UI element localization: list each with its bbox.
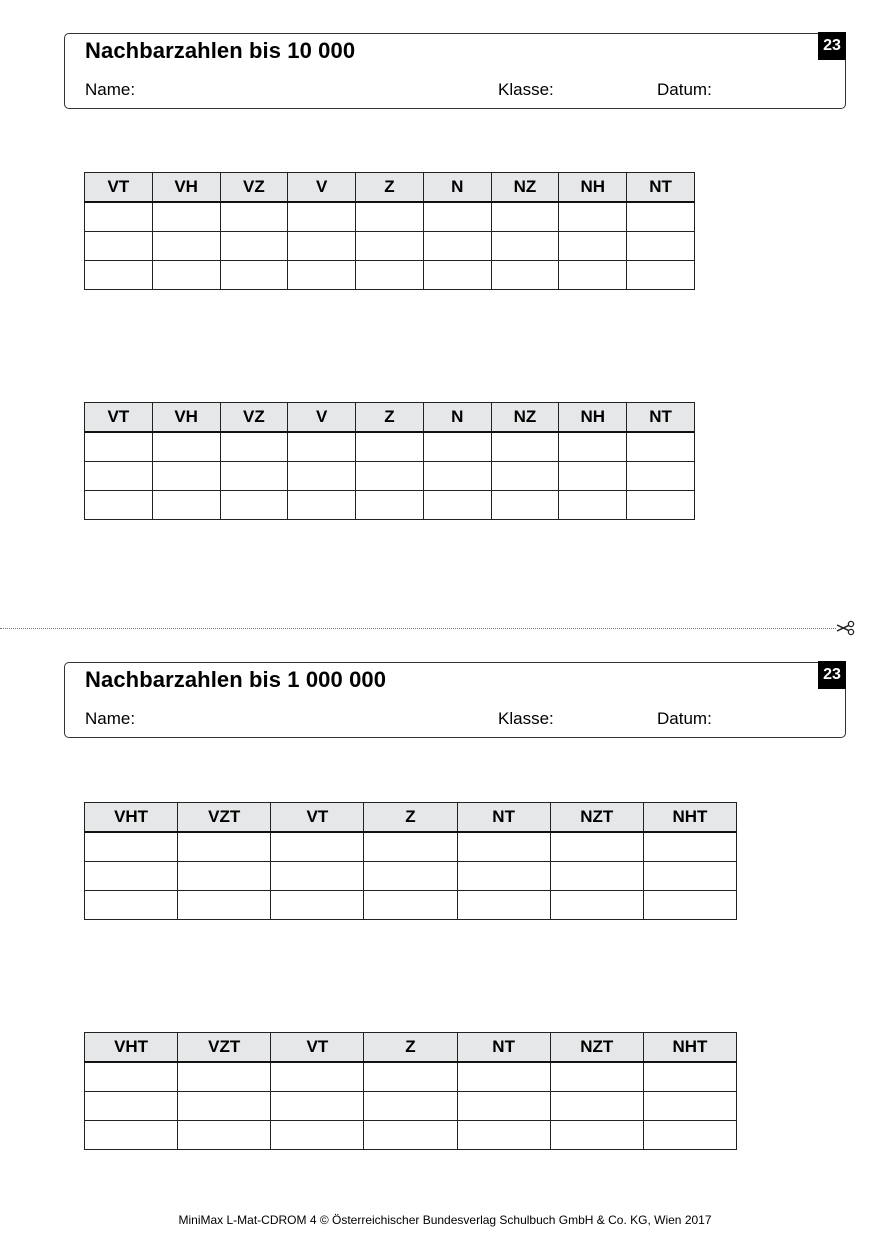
answer-cell[interactable] [627,462,695,491]
answer-cell[interactable] [550,832,643,862]
answer-cell[interactable] [178,1121,271,1150]
answer-cell[interactable] [423,432,491,462]
answer-cell[interactable] [288,202,356,232]
datum-label: Datum: [657,709,712,728]
answer-cell[interactable] [178,832,271,862]
answer-cell[interactable] [627,202,695,232]
neighbor-table [84,1032,737,1150]
column-header: NHT [643,803,736,833]
answer-cell[interactable] [178,891,271,920]
answer-cell[interactable] [288,261,356,290]
answer-cell[interactable] [559,202,627,232]
column-header: NT [627,173,695,203]
answer-cell[interactable] [178,862,271,891]
answer-cell[interactable] [356,261,424,290]
answer-cell[interactable] [423,232,491,261]
column-header: VHT [85,1033,178,1063]
table-row [85,1092,737,1121]
column-header: Z [356,173,424,203]
column-header: NH [559,403,627,433]
answer-cell[interactable] [457,891,550,920]
column-header: VZT [178,803,271,833]
answer-cell[interactable] [643,862,736,891]
page-number-badge: 23 [818,32,846,60]
answer-cell[interactable] [559,462,627,491]
header-row [85,403,695,433]
answer-cell[interactable] [423,261,491,290]
column-header: Z [356,403,424,433]
answer-cell[interactable] [152,432,220,462]
answer-cell[interactable] [491,462,559,491]
worksheet-title: Nachbarzahlen bis 10 000 [85,38,356,63]
table-row [85,261,695,290]
neighbor-table [84,802,737,920]
worksheet-header-1 [64,33,846,109]
column-header: NHT [643,1033,736,1063]
answer-cell[interactable] [457,1121,550,1150]
answer-cell[interactable] [85,232,153,261]
answer-cell[interactable] [271,1121,364,1150]
neighbor-table [84,172,695,290]
column-header: VT [271,1033,364,1063]
answer-cell[interactable] [364,1092,457,1121]
page-number-badge: 23 [818,661,846,689]
answer-cell[interactable] [220,432,288,462]
answer-cell[interactable] [550,862,643,891]
column-header: V [288,403,356,433]
answer-cell[interactable] [85,832,178,862]
column-header: VT [271,803,364,833]
answer-cell[interactable] [356,232,424,261]
table-row [85,862,737,891]
answer-cell[interactable] [288,232,356,261]
answer-cell[interactable] [627,232,695,261]
answer-cell[interactable] [559,232,627,261]
answer-cell[interactable] [643,832,736,862]
answer-cell[interactable] [288,432,356,462]
table-row [85,491,695,520]
column-header: Z [364,803,457,833]
answer-cell[interactable] [559,432,627,462]
neighbor-table [84,402,695,520]
answer-cell[interactable] [423,462,491,491]
column-header: NZT [550,1033,643,1063]
table-row [85,432,695,462]
column-header: V [288,173,356,203]
scissors-icon [836,619,856,637]
answer-cell[interactable] [220,491,288,520]
column-header: NZ [491,173,559,203]
answer-cell[interactable] [85,491,153,520]
answer-cell[interactable] [152,202,220,232]
header-row [85,1033,737,1063]
table-row [85,1121,737,1150]
answer-cell[interactable] [356,202,424,232]
answer-cell[interactable] [271,1092,364,1121]
answer-cell[interactable] [364,891,457,920]
answer-cell[interactable] [220,261,288,290]
answer-cell[interactable] [559,491,627,520]
answer-cell[interactable] [288,491,356,520]
answer-cell[interactable] [178,1092,271,1121]
answer-cell[interactable] [559,261,627,290]
table-row [85,202,695,232]
answer-cell[interactable] [643,1062,736,1092]
column-header: VZ [220,403,288,433]
answer-cell[interactable] [178,1062,271,1092]
header-row [85,803,737,833]
answer-cell[interactable] [220,202,288,232]
answer-cell[interactable] [152,232,220,261]
answer-cell[interactable] [643,1092,736,1121]
klasse-label: Klasse: [498,80,554,99]
answer-cell[interactable] [423,491,491,520]
table-row [85,232,695,261]
answer-cell[interactable] [356,491,424,520]
answer-cell[interactable] [491,491,559,520]
answer-cell[interactable] [85,1062,178,1092]
answer-cell[interactable] [364,832,457,862]
answer-cell[interactable] [491,432,559,462]
answer-cell[interactable] [271,832,364,862]
datum-label: Datum: [657,80,712,99]
column-header: VH [152,173,220,203]
answer-cell[interactable] [85,261,153,290]
answer-cell[interactable] [152,462,220,491]
answer-cell[interactable] [364,1121,457,1150]
answer-cell[interactable] [457,1092,550,1121]
answer-cell[interactable] [356,462,424,491]
answer-cell[interactable] [85,862,178,891]
copyright-footer: MiniMax L-Mat-CDROM 4 © Österreichischer Bundesverlag Schulbuch GmbH & Co. KG, Wien 2017 [178,1213,712,1227]
cut-line [0,628,836,629]
answer-cell[interactable] [288,462,356,491]
name-label: Name: [85,80,136,99]
table-row [85,462,695,491]
column-header: N [423,403,491,433]
answer-cell[interactable] [423,202,491,232]
table-row [85,891,737,920]
answer-cell[interactable] [85,1092,178,1121]
column-header: NT [457,1033,550,1063]
column-header: VH [152,403,220,433]
answer-cell[interactable] [356,432,424,462]
answer-cell[interactable] [457,1062,550,1092]
answer-cell[interactable] [85,1121,178,1150]
answer-cell[interactable] [152,491,220,520]
column-header: VT [85,403,153,433]
worksheet-title: Nachbarzahlen bis 1 000 000 [85,667,387,692]
answer-cell[interactable] [220,462,288,491]
answer-cell[interactable] [643,891,736,920]
column-header: VHT [85,803,178,833]
answer-cell[interactable] [271,862,364,891]
answer-cell[interactable] [627,432,695,462]
column-header: Z [364,1033,457,1063]
answer-cell[interactable] [550,1062,643,1092]
answer-cell[interactable] [643,1121,736,1150]
table-row [85,1062,737,1092]
answer-cell[interactable] [85,462,153,491]
answer-cell[interactable] [220,232,288,261]
column-header: NH [559,173,627,203]
answer-cell[interactable] [491,261,559,290]
answer-cell[interactable] [271,1062,364,1092]
table-row [85,832,737,862]
column-header: VT [85,173,153,203]
answer-cell[interactable] [152,261,220,290]
answer-cell[interactable] [550,891,643,920]
answer-cell[interactable] [457,862,550,891]
column-header: VZT [178,1033,271,1063]
klasse-label: Klasse: [498,709,554,728]
answer-cell[interactable] [85,432,153,462]
answer-cell[interactable] [491,202,559,232]
answer-cell[interactable] [491,232,559,261]
answer-cell[interactable] [85,891,178,920]
column-header: NT [457,803,550,833]
column-header: NT [627,403,695,433]
name-label: Name: [85,709,136,728]
worksheet-header-2 [64,662,846,738]
answer-cell[interactable] [85,202,153,232]
answer-cell[interactable] [271,891,364,920]
answer-cell[interactable] [550,1121,643,1150]
answer-cell[interactable] [627,261,695,290]
answer-cell[interactable] [364,1062,457,1092]
answer-cell[interactable] [457,832,550,862]
answer-cell[interactable] [364,862,457,891]
answer-cell[interactable] [627,491,695,520]
column-header: N [423,173,491,203]
header-row [85,173,695,203]
column-header: NZT [550,803,643,833]
answer-cell[interactable] [550,1092,643,1121]
column-header: VZ [220,173,288,203]
column-header: NZ [491,403,559,433]
